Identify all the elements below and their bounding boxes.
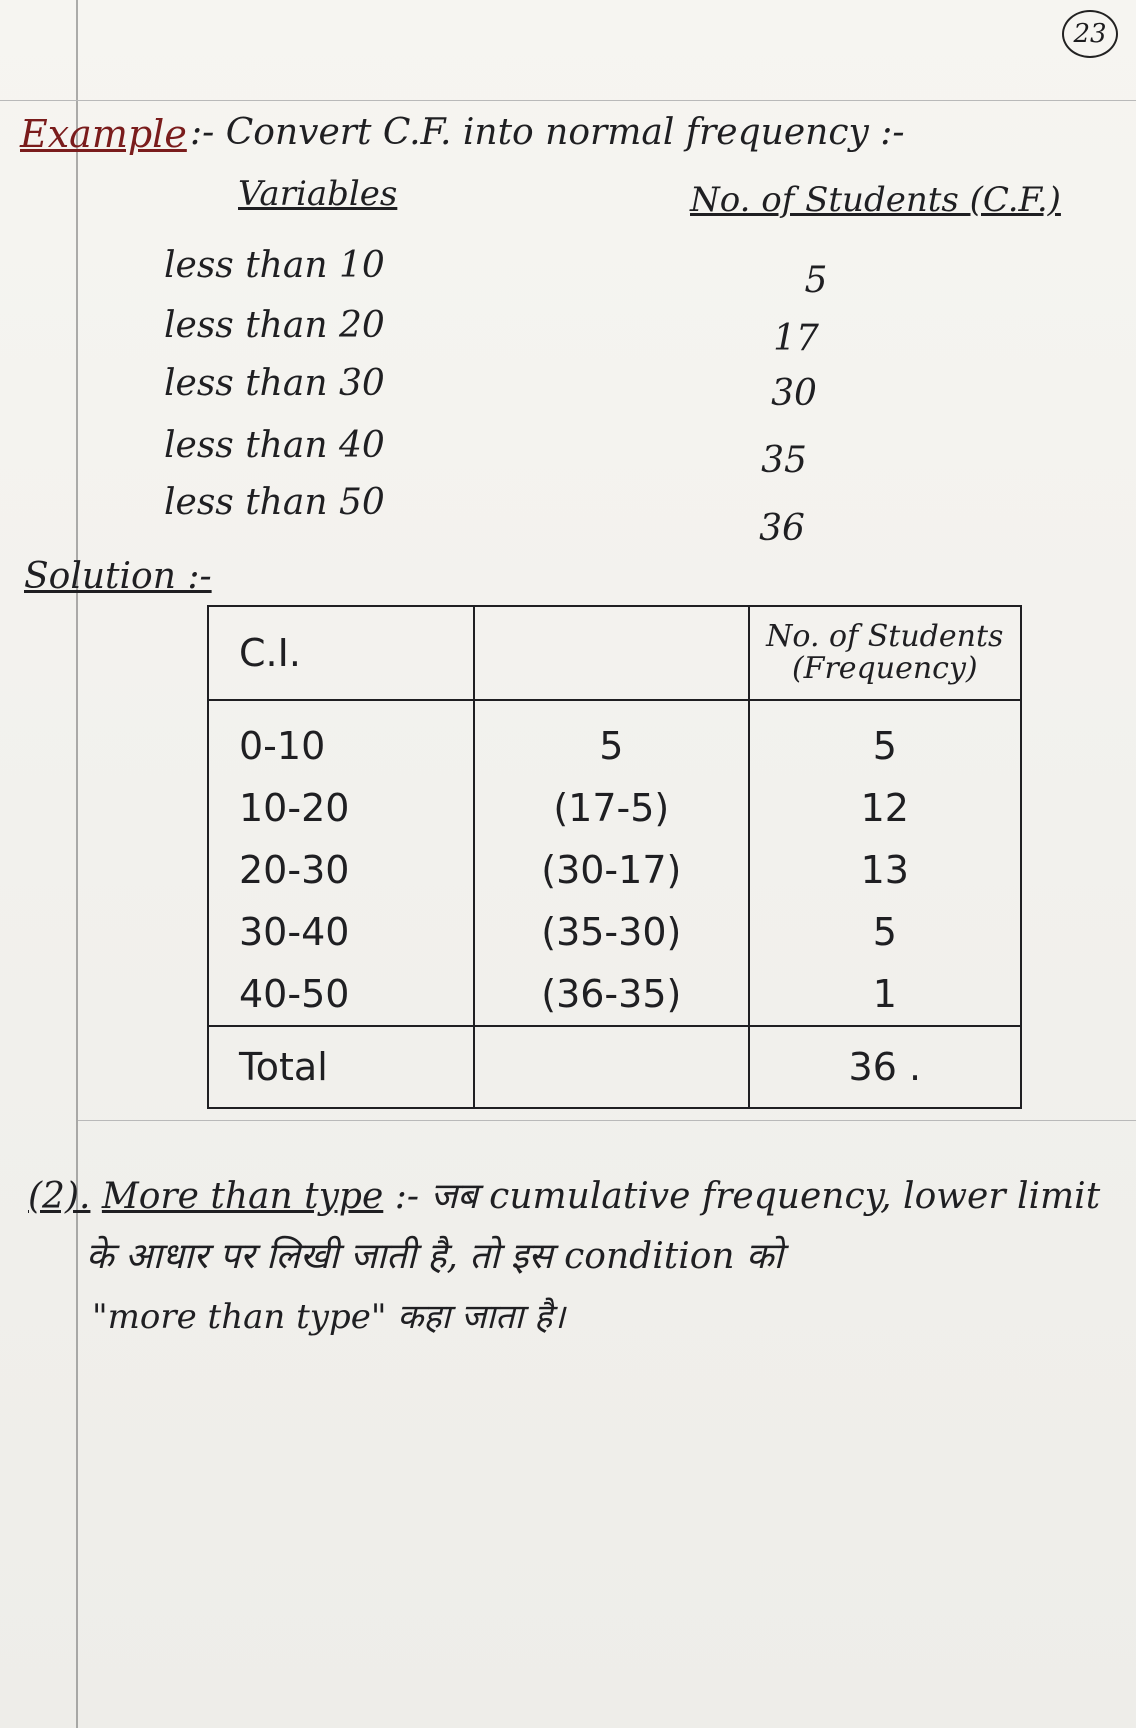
frequency-cell: 5 xyxy=(749,901,1021,963)
ci-cell: 0-10 xyxy=(208,700,474,777)
table-total-row xyxy=(208,1026,1021,1108)
header-working xyxy=(474,606,749,700)
table-row xyxy=(208,839,1021,901)
cf-value: 36 xyxy=(759,508,805,549)
frequency-cell: 13 xyxy=(749,839,1021,901)
example-text: :- Convert C.F. into normal frequency :- xyxy=(190,112,905,153)
students-cf-header: No. of Students (C.F.) xyxy=(690,180,1061,220)
variable-row: less than 20 xyxy=(164,305,385,346)
variable-row: less than 10 xyxy=(164,245,385,286)
cf-value: 35 xyxy=(761,440,807,481)
header-frequency: No. of Students (Frequency) xyxy=(749,606,1021,700)
working-cell: (17-5) xyxy=(474,777,749,839)
frequency-cell: 1 xyxy=(749,963,1021,1026)
more-than-title: More than type xyxy=(101,1176,384,1217)
more-than-heading xyxy=(28,1170,1100,1219)
working-cell: (30-17) xyxy=(474,839,749,901)
table-header-row xyxy=(208,606,1021,700)
table-row xyxy=(208,700,1021,777)
solution-label: Solution :- xyxy=(24,556,212,597)
cf-value: 30 xyxy=(771,373,817,414)
table-row xyxy=(208,901,1021,963)
table-row xyxy=(208,963,1021,1026)
table-row xyxy=(208,777,1021,839)
cf-value: 5 xyxy=(804,260,828,301)
ruled-line xyxy=(78,1120,1136,1121)
page-number: 23 xyxy=(1062,10,1118,58)
ci-cell: 10-20 xyxy=(208,777,474,839)
total-value: 36 . xyxy=(749,1026,1021,1108)
total-working xyxy=(474,1026,749,1108)
variable-row: less than 50 xyxy=(164,482,385,523)
ci-cell: 30-40 xyxy=(208,901,474,963)
example-label: Example xyxy=(20,112,187,156)
more-than-line1: :- जब cumulative frequency, lower limit xyxy=(394,1176,1101,1217)
ruled-line xyxy=(0,100,1136,101)
more-than-number: (2). xyxy=(28,1176,91,1217)
header-ci: C.I. xyxy=(208,606,474,700)
ci-cell: 20-30 xyxy=(208,839,474,901)
working-cell: (36-35) xyxy=(474,963,749,1026)
variable-row: less than 40 xyxy=(164,425,385,466)
frequency-cell: 12 xyxy=(749,777,1021,839)
variable-row: less than 30 xyxy=(164,363,385,404)
ci-cell: 40-50 xyxy=(208,963,474,1026)
frequency-table xyxy=(207,605,1022,1109)
more-than-line2: के आधार पर लिखी जाती है, तो इस condition को xyxy=(86,1236,783,1277)
variables-header: Variables xyxy=(238,174,398,214)
margin-line xyxy=(76,0,78,1728)
working-cell: 5 xyxy=(474,700,749,777)
frequency-cell: 5 xyxy=(749,700,1021,777)
cf-value: 17 xyxy=(773,318,819,359)
working-cell: (35-30) xyxy=(474,901,749,963)
more-than-line3: "more than type" कहा जाता है। xyxy=(92,1297,566,1337)
total-label: Total xyxy=(208,1026,474,1108)
